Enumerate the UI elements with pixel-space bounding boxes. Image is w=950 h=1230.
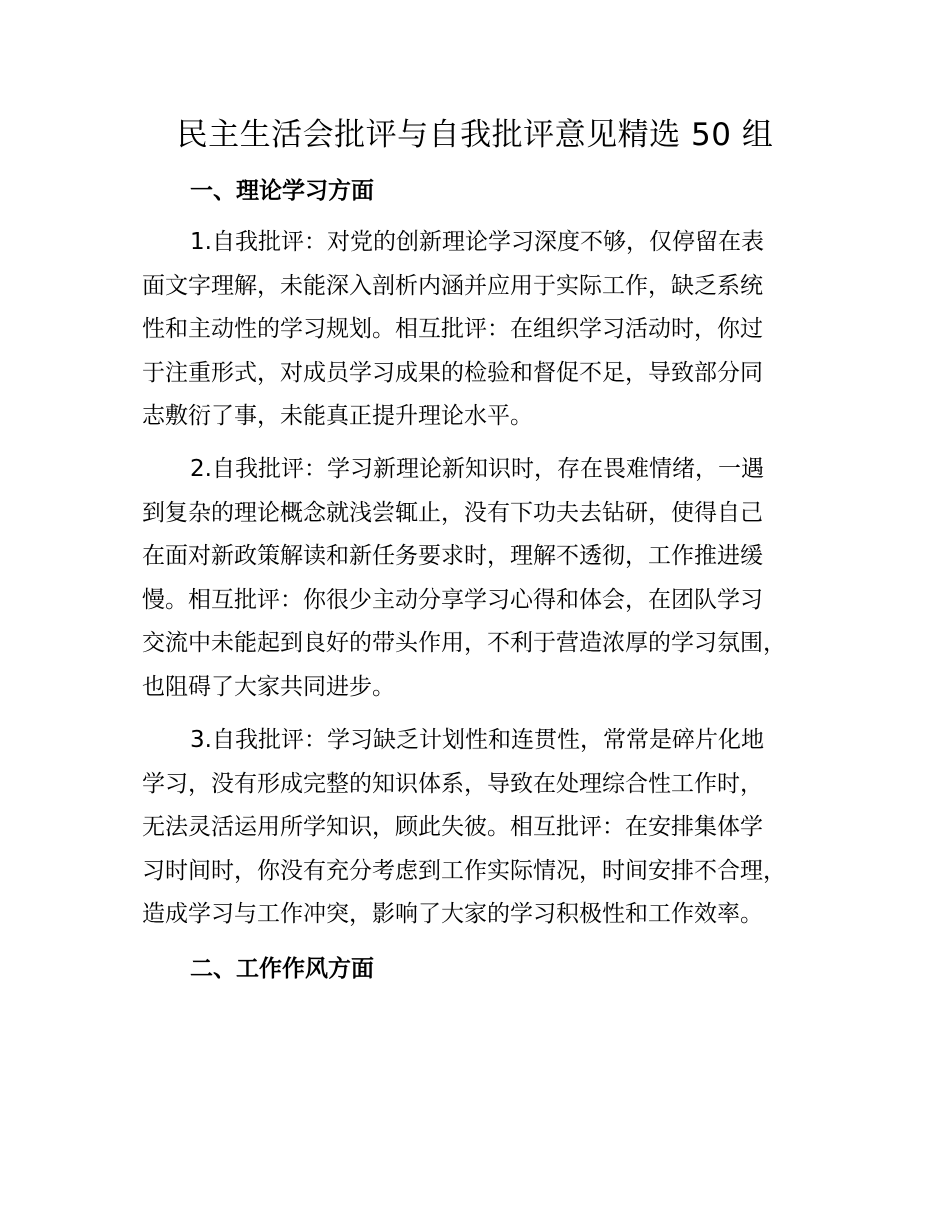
paragraph-item-3 bbox=[142, 719, 832, 937]
paragraph-line: 造成学习与工作冲突，影响了大家的学习积极性和工作效率。 bbox=[142, 901, 763, 927]
paragraph-line: 于注重形式，对成员学习成果的检验和督促不足，导致部分同 bbox=[142, 359, 763, 386]
paragraph-line: 志敷衍了事，未能真正提升理论水平。 bbox=[142, 403, 533, 429]
section-heading-theory-study: 一、理论学习方面 bbox=[190, 178, 374, 204]
paragraph-line: 2.自我批评：学习新理论新知识时，存在畏难情绪，一遇 bbox=[190, 456, 764, 482]
paragraph-line: 学习，没有形成完整的知识体系，导致在处理综合性工作时， bbox=[142, 770, 763, 797]
paragraph-line: 到复杂的理论概念就浅尝辄止，没有下功夫去钻研，使得自己 bbox=[142, 499, 763, 526]
paragraph-line: 面文字理解，未能深入剖析内涵并应用于实际工作，缺乏系统 bbox=[142, 272, 763, 299]
paragraph-line: 性和主动性的学习规划。相互批评：在组织学习活动时，你过 bbox=[142, 316, 763, 342]
document-title: 民主生活会批评与自我批评意见精选 50 组 bbox=[176, 117, 774, 153]
paragraph-line: 无法灵活运用所学知识，顾此失彼。相互批评：在安排集体学 bbox=[142, 814, 763, 840]
paragraph-line: 交流中未能起到良好的带头作用，不利于营造浓厚的学习氛围， bbox=[142, 630, 786, 656]
paragraph-line: 在面对新政策解读和新任务要求时，理解不透彻，工作推进缓 bbox=[142, 543, 763, 569]
paragraph-line: 1.自我批评：对党的创新理论学习深度不够，仅停留在表 bbox=[190, 229, 764, 255]
paragraph-item-1 bbox=[142, 221, 832, 439]
paragraph-line: 3.自我批评：学习缺乏计划性和连贯性，常常是碎片化地 bbox=[190, 727, 764, 753]
section-heading-work-style: 二、工作作风方面 bbox=[190, 956, 374, 982]
paragraph-line: 慢。相互批评：你很少主动分享学习心得和体会，在团队学习 bbox=[142, 586, 763, 613]
paragraph-line: 也阻碍了大家共同进步。 bbox=[142, 673, 395, 700]
paragraph-line: 习时间时，你没有充分考虑到工作实际情况，时间安排不合理， bbox=[142, 857, 786, 884]
paragraph-item-2 bbox=[142, 448, 832, 709]
